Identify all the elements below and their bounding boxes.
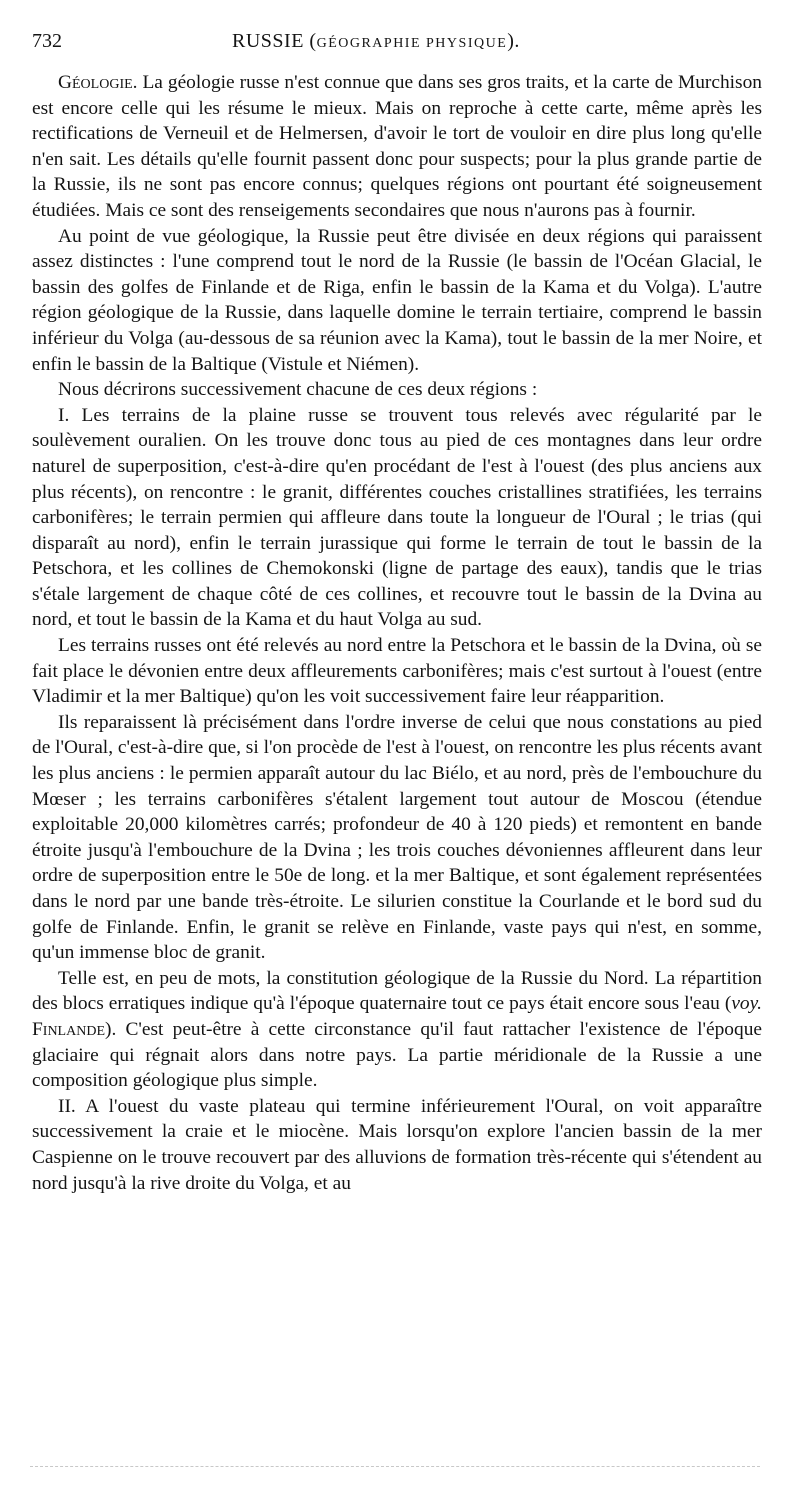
paragraph-text: ). C'est peut-être à cette circonstance qu'il faut rattacher l'existence de l'époque glaciaire qui régnait alors dans notre pays. La partie méridionale de la Russie a une composition géologique plus simple. (32, 1018, 762, 1092)
page-number: 732 (32, 30, 62, 52)
paragraph-geologie (32, 70, 762, 224)
footer-dotted-rule (30, 1466, 760, 1467)
section-lead: Géologie. (58, 72, 138, 93)
paragraph-russie-nord (32, 966, 762, 1094)
paragraph-text: La géologie russe n'est connue que dans ses gros traits, et la carte de Murchison est encore celle qui les résume le mieux. Mais on reproche à cette carte, même après les rectifications de Verneuil et de Helmersen, d'avoir le tort de vouloir en dire plus long qu'elle n'en sait. Les détails qu'elle fournit passent donc pour suspects; pour la plus grande partie de la Russie, ils ne sont pas encore connus; quelques régions ont pourtant été soigneusement étudiées. Mais ce sont des renseigements secondaires que nous n'aurons pas à fournir. (32, 72, 762, 221)
cross-reference-finlande: Finlande (32, 1018, 105, 1040)
page-header-title (232, 26, 520, 59)
paragraph-region-one: I. Les terrains de la plaine russe se trouvent tous relevés avec régularité par le soulèvement ouralien. On les trouve donc tous au pied de ces montagnes dans leur ordre naturel de superposition, c'est-à-dire qu'en procédant de l'est à l'ouest (des plus anciens aux plus récents), on rencontre : le granit, différentes couches cristallines stratifiées, les terrains carbonifères; le terrain permien qui affleure dans toute la longueur de l'Oural ; le trias (qui disparaît au nord), enfin le terrain jurassique qui forme le terrain de tout le bassin de la Petschora, et les collines de Chemokonski (ligne de partage des eaux), tandis que le trias s'étale largement de chaque côté de ces collines, et recouvre tout le bassin de la Dvina au nord, et tout le bassin de la Kama et du haut Volga au sud. (32, 404, 762, 631)
paragraph-text: Telle est, en peu de mots, la constitution géologique de la Russie du Nord. La répartition des blocs erratiques indique qu'à l'époque quaternaire tout ce pays était encore sous l'eau ( (32, 967, 762, 1015)
header-title-end: ). (507, 30, 520, 52)
paragraph-ordre-inverse: Ils reparaissent là précisément dans l'ordre inverse de celui que nous constations au pied de l'Oural, c'est-à-dire que, si l'on procède de l'est à l'ouest, on rencontre les plus récents avant les plus anciens : le permien apparaît autour du lac Biélo, et au nord, près de l'embouchure du Mœser ; les terrains carbonifères s'étalent largement tout autour de Moscou (étendue exploitable 20,000 kilomètres carrés; profondeur de 40 à 120 pieds) et remontent en bande étroite jusqu'à l'embouchure de la Dvina ; les trois couches dévoniennes affleurent dans leur ordre de superposition entre le 50e de long. et la mer Baltique, et sont également représentées dans le nord par une bande très-étroite. Le silurien constitue la Courlande et le bord sud du golfe de Finlande. Enfin, le granit se relève en Finlande, vaste pays qui n'est, en somme, qu'un immense bloc de granit. (32, 711, 762, 964)
cross-reference-voy: voy. (731, 993, 762, 1015)
paragraph-terrains-releves: Les terrains russes ont été relevés au nord entre la Petschora et le bassin de la Dvina, où se fait place le dévonien entre deux affleurements carbonifères; mais c'est surtout à l'ouest (entre Vladimir et la mer Baltique) qu'on les voit successivement faire leur réapparition. (32, 635, 762, 708)
paragraph-region-two: II. A l'ouest du vaste plateau qui termine inférieurement l'Oural, on voit apparaître successivement la craie et le miocène. Mais lorsqu'on explore l'ancien bassin de la mer Caspienne on le trouve recouvert par des alluvions de formation très-récente qui s'étendent au nord jusqu'à la rive droite du Volga, et au (32, 1095, 762, 1194)
running-head (32, 26, 762, 56)
paragraph-intro-regions: Nous décrirons successivement chacune de ces deux régions : (58, 379, 538, 401)
header-title-sub: GÉOGRAPHIE PHYSIQUE (316, 36, 508, 51)
header-title-main: RUSSIE ( (232, 30, 317, 52)
paragraph-two-regions: Au point de vue géologique, la Russie peut être divisée en deux régions qui paraissent assez distinctes : l'une comprend tout le nord de la Russie (le bassin de l'Océan Glacial, le bassin des golfes de Finlande et de Riga, enfin le bassin de la Kama et du Volga). L'autre région géologique de la Russie, dans laquelle domine le terrain tertiaire, comprend le bassin inférieur du Volga (au-dessous de sa réunion avec la Kama), tout le bassin de la mer Noire, et enfin le bassin de la Baltique (Vistule et Niémen). (32, 225, 762, 375)
book-page (32, 26, 762, 1196)
body-text (32, 70, 762, 1196)
